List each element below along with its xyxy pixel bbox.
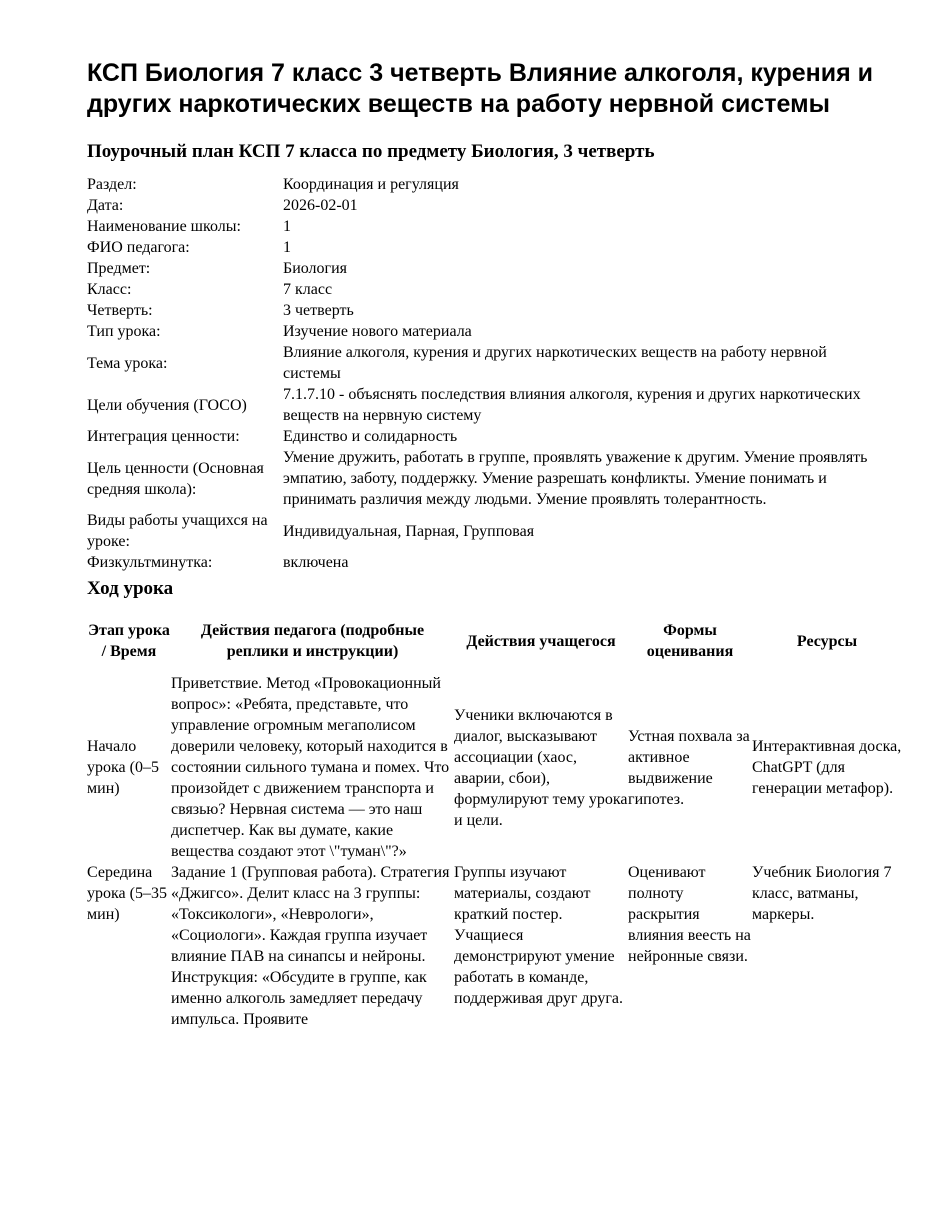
meta-value: включена [283,554,349,571]
meta-value: 7.1.7.10 - объяснять последствия влияния алкоголя, курения и других наркотических веществ на нервную систему [283,386,861,424]
header-resources: Ресурсы [796,632,858,650]
lesson-flow-heading: Ход урока [87,578,174,599]
meta-label: Предмет: [87,260,151,277]
stage-cell: Начало урока (0–5 мин) [87,738,159,797]
meta-value: 1 [283,239,291,256]
resources-cell: Интерактивная доска, ChatGPT (для генерации метафор). [752,738,902,797]
meta-value: Влияние алкоголя, курения и других наркотических веществ на работу нервной системы [283,344,827,382]
meta-value: Координация и регуляция [283,176,459,193]
meta-row [87,279,887,300]
meta-label: Цель ценности (Основная средняя школа): [87,459,264,498]
meta-label: Цели обучения (ГОСО) [87,396,247,414]
student-actions-cell: Группы изучают материалы, создают краткий постер. Учащиеся демонстрируют умение работать в команде, поддерживая друг друга. [454,864,623,1007]
meta-label: Класс: [87,281,132,298]
meta-row [87,552,887,573]
meta-row [87,321,887,342]
meta-value: Умение дружить, работать в группе, проявлять уважение к другим. Умение проявлять эмпатию, заботу, поддержку. Умение разрешать конфликты. Умение понимать и принимать различия между людьми. Умение проявлять толерантность. [283,449,868,508]
resources-cell: Учебник Биология 7 класс, ватманы, маркеры. [752,864,892,923]
meta-label: Тема урока: [87,354,168,372]
meta-row [87,237,887,258]
meta-value: 7 класс [283,281,333,298]
header-student-actions: Действия учащегося [466,632,616,650]
header-stage: Этап урока / Время [88,622,170,660]
meta-row [87,195,887,216]
meta-label: Виды работы учащихся на уроке: [87,512,268,550]
meta-row [87,174,887,195]
lesson-flow-table [87,609,902,1030]
table-row [87,673,902,862]
meta-value: Единство и солидарность [283,428,458,445]
meta-row [87,258,887,279]
meta-label: ФИО педагога: [87,239,190,256]
meta-row [87,426,887,447]
header-teacher-actions: Действия педагога (подробные реплики и инструкции) [200,622,425,660]
meta-label: Наименование школы: [87,218,241,235]
document-page [87,58,902,1030]
meta-row [87,216,887,237]
meta-label: Тип урока: [87,323,161,340]
lesson-meta-table [87,174,887,573]
meta-label: Физкультминутка: [87,554,213,571]
student-actions-cell: Ученики включаются в диалог, высказывают ассоциации (хаос, аварии, сбои), формулируют тему урока и цели. [454,706,628,829]
document-title: КСП Биология 7 класс 3 четверть Влияние алкоголя, курения и других наркотических веществ на работу нервной системы [87,59,874,118]
meta-label: Интеграция ценности: [87,428,240,445]
meta-row [87,300,887,321]
teacher-actions-cell: Задание 1 (Групповая работа). Стратегия «Джигсо». Делит класс на 3 группы: «Токсикологи», «Неврологи», «Социологи». Каждая группа изучает влияние ПАВ на синапсы и нейроны. Инструкция: «Обсудите в группе, как именно алкоголь замедляет передачу импульса. Проявите [171,864,450,1028]
meta-row [87,510,887,552]
meta-value: 2026-02-01 [283,197,358,214]
stage-cell: Середина урока (5–35 мин) [87,864,167,923]
meta-value: Изучение нового материала [283,323,472,340]
header-assessment: Формы оценивания [646,622,734,660]
meta-label: Дата: [87,197,124,214]
meta-row [87,342,887,384]
meta-value: Индивидуальная, Парная, Групповая [283,522,535,540]
meta-label: Четверть: [87,302,153,319]
teacher-actions-cell: Приветствие. Метод «Провокационный вопрос»: «Ребята, представьте, что управление огромным мегаполисом доверили человеку, который находится в состоянии сильного тумана и помех. Что произойдет с движением транспорта и связью? Нервная система — это наш диспетчер. Как вы думате, какие вещества создают этот \"туман\"?» [171,675,450,860]
meta-value: Биология [283,260,348,277]
meta-value: 3 четверть [283,302,354,319]
table-row [87,862,902,1030]
meta-label: Раздел: [87,176,137,193]
meta-value: 1 [283,218,291,235]
meta-row [87,447,887,510]
assessment-cell: Устная похвала за активное выдвижение гипотез. [628,727,750,808]
plan-subtitle: Поурочный план КСП 7 класса по предмету Биология, 3 четверть [87,141,655,162]
meta-row [87,384,887,426]
assessment-cell: Оценивают полноту раскрытия влияния веесть на нейронные связи. [628,864,751,965]
table-header-row [87,609,902,673]
